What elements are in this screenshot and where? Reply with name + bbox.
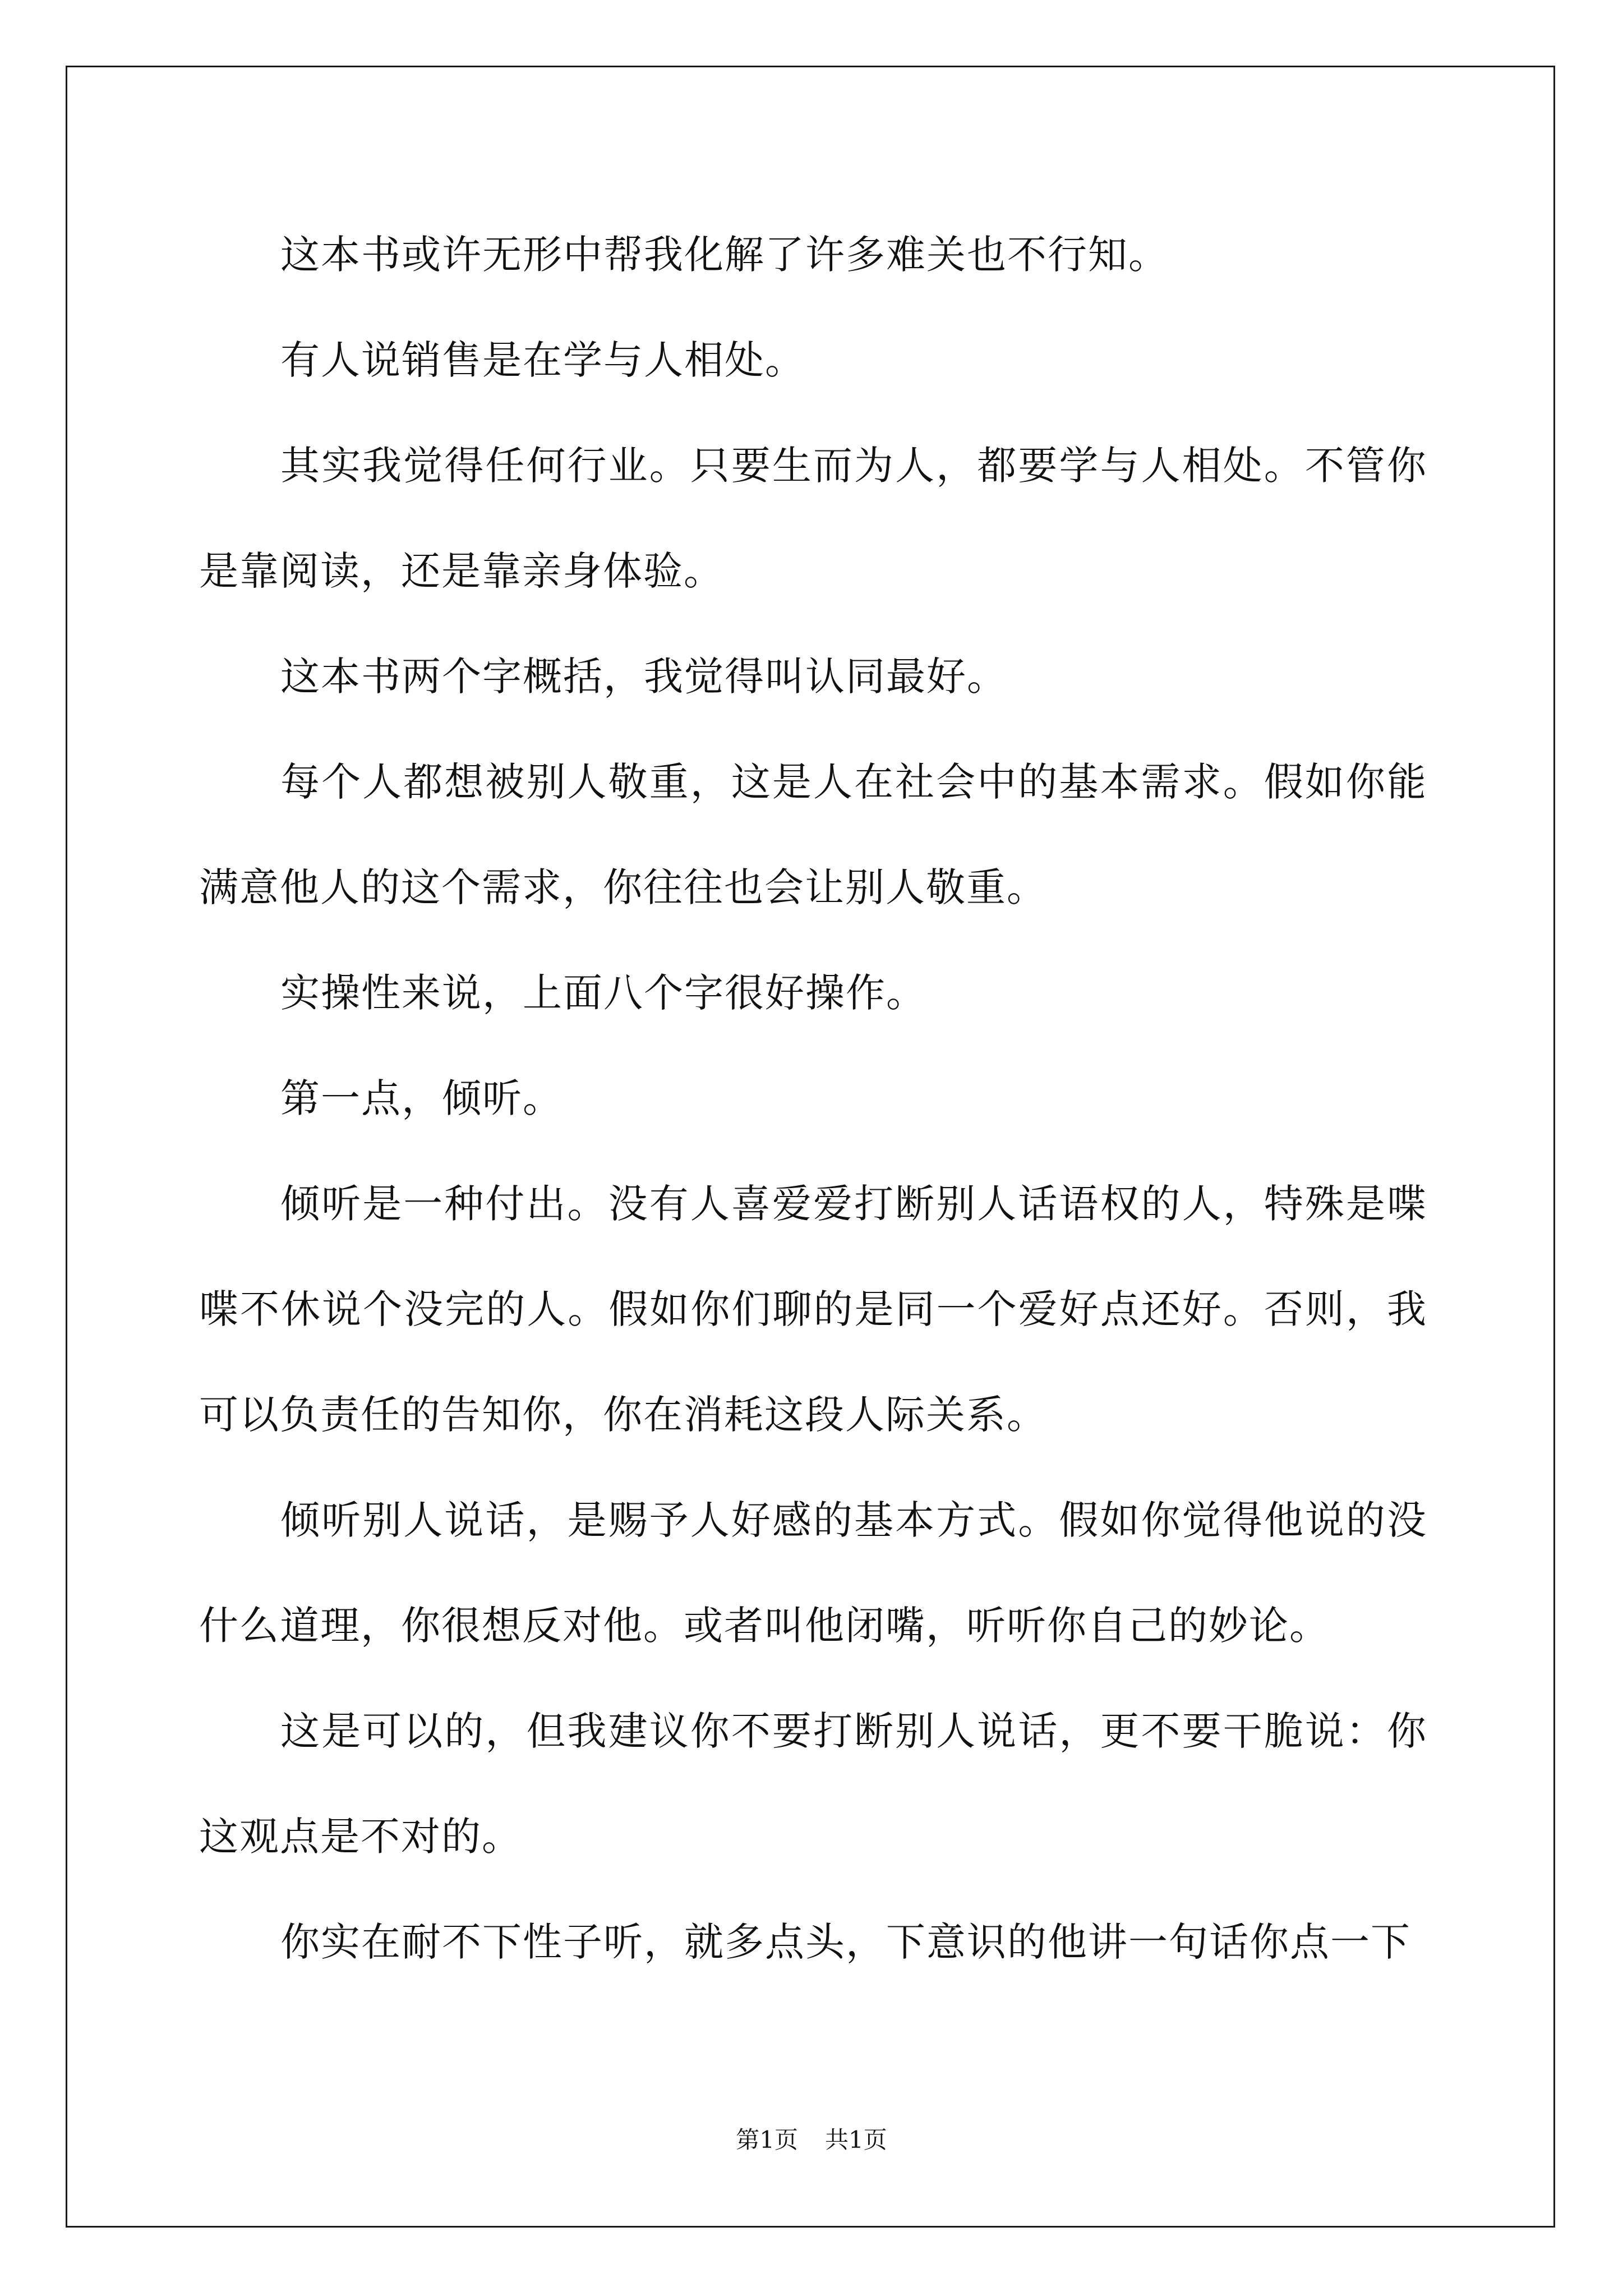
paragraph: 实操性来说，上面八个字很好操作。 (280, 970, 926, 1016)
document-body (199, 202, 1427, 1995)
paragraph: 这是可以的，但我建议你不要打断别人说话，更不要干脆说：你这观点是不对的。 (199, 1708, 1427, 1860)
paragraph: 你实在耐不下性子听，就多点头，下意识的他讲一句话你点一下 (280, 1919, 1411, 1965)
paragraph: 倾听别人说话，是赐予人好感的基本方式。假如你觉得他说的没什么道理，你很想反对他。或者叫他闭嘴，听听你自己的妙论。 (199, 1497, 1427, 1649)
paragraph: 每个人都想被别人敬重，这是人在社会中的基本需求。假如你能满意他人的这个需求，你往往也会让别人敬重。 (199, 759, 1427, 910)
paragraph: 其实我觉得任何行业。只要生而为人，都要学与人相处。不管你是靠阅读，还是靠亲身体验。 (199, 443, 1427, 594)
page-number: 第1页 (736, 2126, 798, 2154)
paragraph: 第一点，倾听。 (280, 1075, 563, 1121)
paragraph: 这本书两个字概括，我觉得叫认同最好。 (280, 654, 1007, 700)
paragraph: 这本书或许无形中帮我化解了许多难关也不行知。 (280, 232, 1169, 278)
paragraph: 倾听是一种付出。没有人喜爱爱打断别人话语权的人，特殊是喋喋不休说个没完的人。假如你们聊的是同一个爱好点还好。否则，我可以负责任的告知你，你在消耗这段人际关系。 (199, 1181, 1427, 1438)
page-total: 共1页 (825, 2126, 887, 2154)
page-footer (0, 2123, 1623, 2157)
paragraph: 有人说销售是在学与人相处。 (280, 337, 805, 383)
